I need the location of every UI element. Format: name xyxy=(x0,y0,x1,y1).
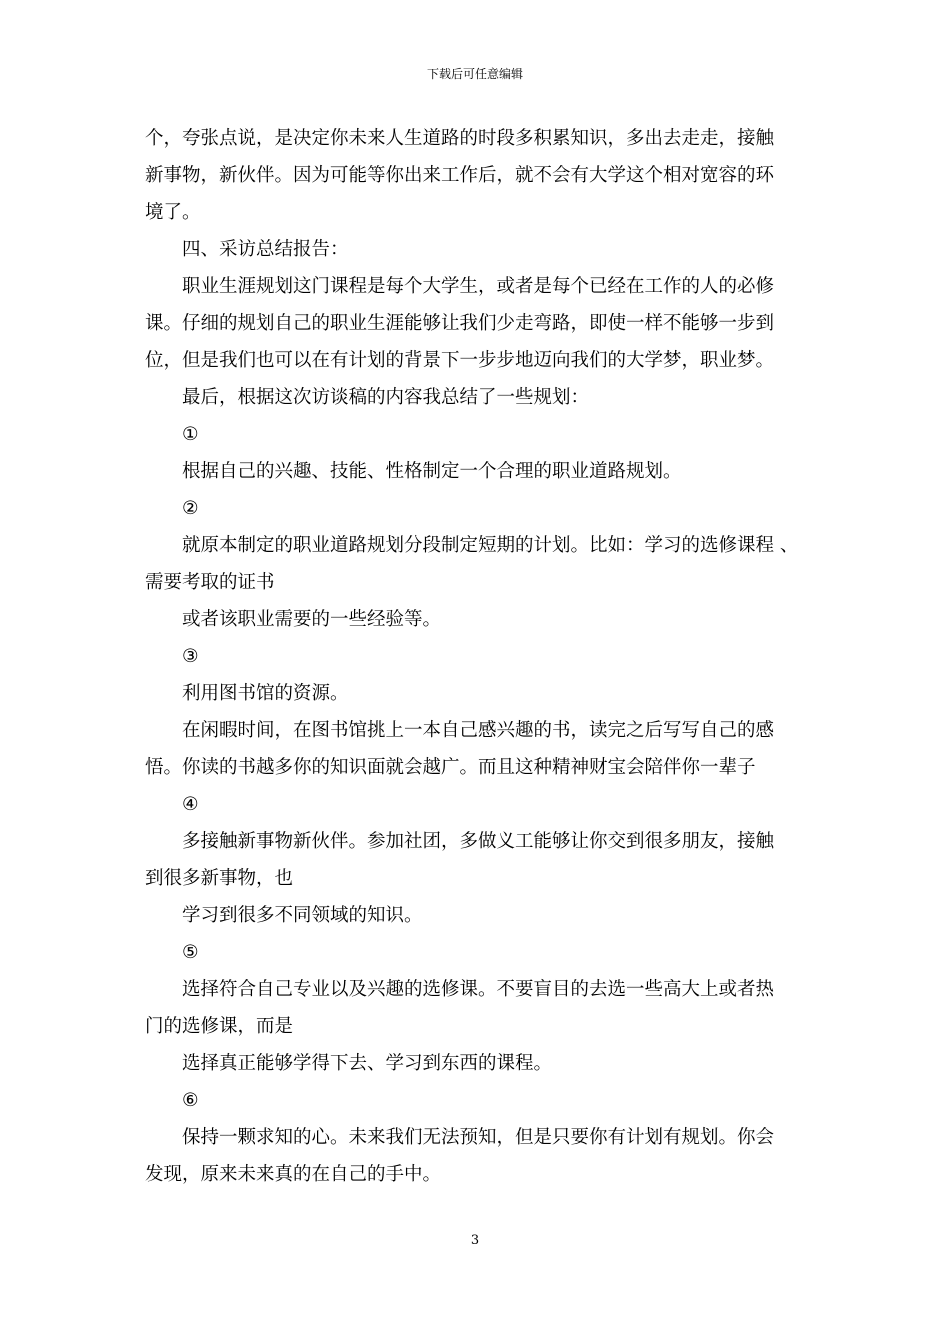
body-line: 根据自己的兴趣、技能、性格制定一个合理的职业道路规划。 xyxy=(182,461,682,482)
section-heading: 四、采访总结报告： xyxy=(182,239,349,260)
body-line: 最后，根据这次访谈稿的内容我总结了一些规划： xyxy=(182,387,590,408)
list-marker: ③ xyxy=(182,646,199,667)
body-line: 选择真正能够学得下去、学习到东西的课程。 xyxy=(182,1053,553,1074)
list-marker: ② xyxy=(182,498,199,519)
body-line: 悟。你读的书越多你的知识面就会越广。而且这种精神财宝会陪伴你一辈子 xyxy=(145,757,756,778)
body-line: 个，夸张点说，是决定你未来人生道路的时段多积累知识，多出去走走，接触 xyxy=(145,128,775,149)
body-line: 需要考取的证书 xyxy=(145,572,275,593)
list-marker: ⑤ xyxy=(182,942,199,963)
body-line: 新事物，新伙伴。因为可能等你出来工作后，就不会有大学这个相对宽容的环 xyxy=(145,165,775,186)
body-line: 位，但是我们也可以在有计划的背景下一步步地迈向我们的大学梦，职业梦。 xyxy=(145,350,775,371)
body-line: 保持一颗求知的心。未来我们无法预知，但是只要你有计划有规划。你会 xyxy=(182,1127,775,1148)
body-line: 选择符合自己专业以及兴趣的选修课。不要盲目的去选一些高大上或者热 xyxy=(182,979,775,1000)
body-line: 课。仔细的规划自己的职业生涯能够让我们少走弯路，即使一样不能够一步到 xyxy=(145,313,775,334)
body-line: 发现，原来未来真的在自己的手中。 xyxy=(145,1164,442,1185)
body-line: 到很多新事物，也 xyxy=(145,868,294,889)
body-line: 门的选修课，而是 xyxy=(145,1016,294,1037)
body-line: 学习到很多不同领域的知识。 xyxy=(182,905,423,926)
body-line: 职业生涯规划这门课程是每个大学生，或者是每个已经在工作的人的必修 xyxy=(182,276,775,297)
body-line: 或者该职业需要的一些经验等。 xyxy=(182,609,442,630)
list-marker: ④ xyxy=(182,794,199,815)
page-number: 3 xyxy=(470,1233,480,1248)
list-marker: ⑥ xyxy=(182,1090,199,1111)
body-line: 多接触新事物新伙伴。参加社团，多做义工能够让你交到很多朋友，接触 xyxy=(182,831,775,852)
list-marker: ① xyxy=(182,424,199,445)
body-line: 就原本制定的职业道路规划分段制定短期的计划。比如：学习的选修课程 、 xyxy=(182,535,799,556)
body-line: 境了。 xyxy=(145,202,201,223)
body-line: 在闲暇时间，在图书馆挑上一本自己感兴趣的书，读完之后写写自己的感 xyxy=(182,720,775,741)
document-body xyxy=(145,120,813,1193)
page-header: 下载后可任意编辑 xyxy=(426,67,523,81)
body-line: 利用图书馆的资源。 xyxy=(182,683,349,704)
